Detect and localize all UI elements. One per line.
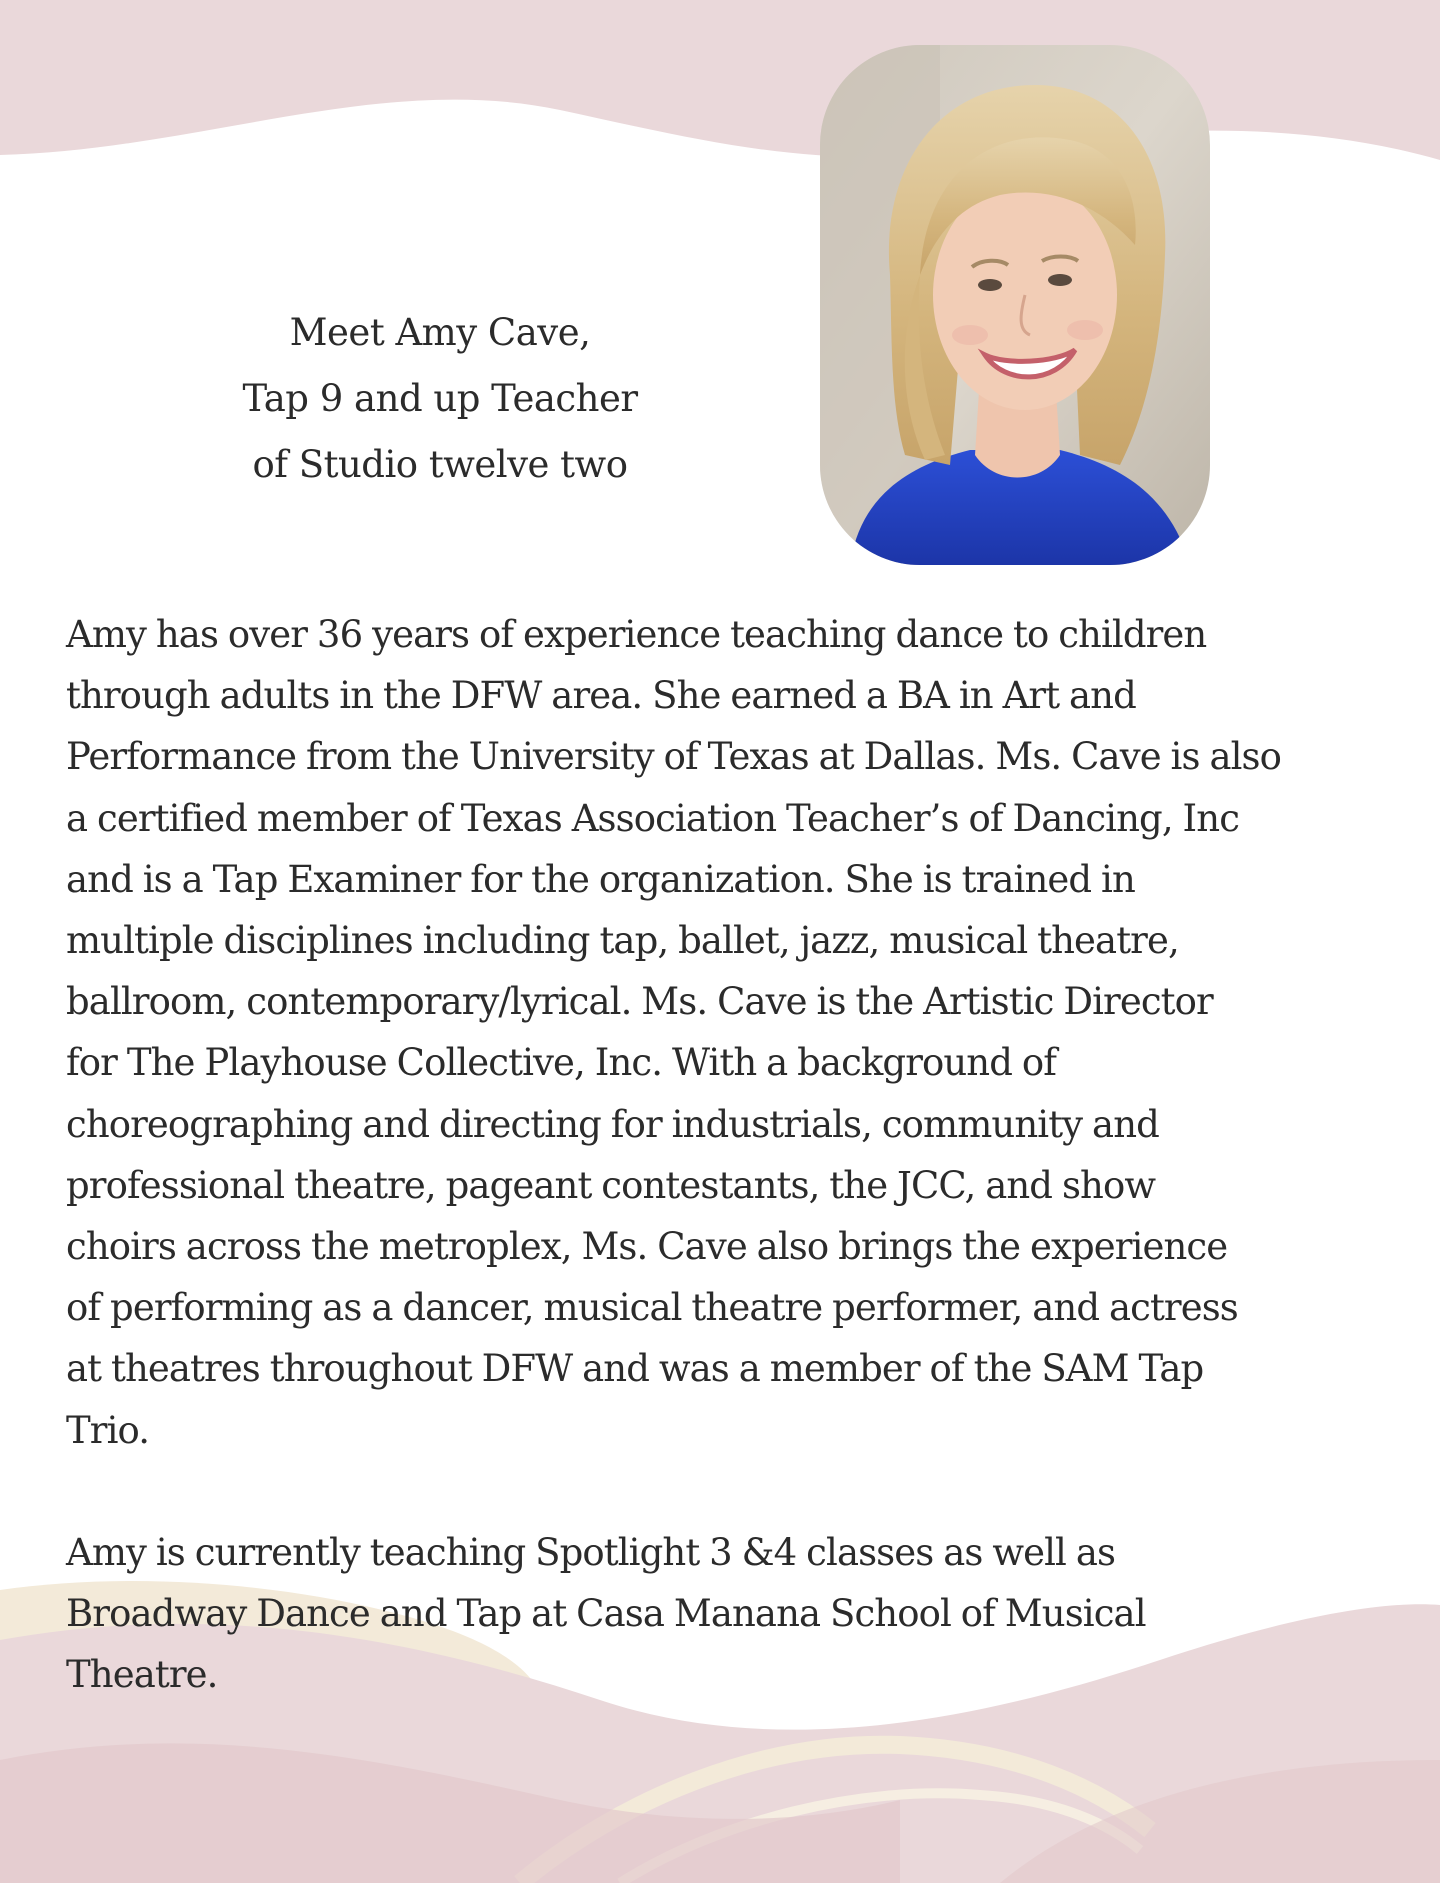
bio-line: choirs across the metroplex, Ms. Cave also brings the experience — [66, 1225, 1228, 1269]
bio-line: Broadway Dance and Tap at Casa Manana School of Musical — [66, 1592, 1146, 1636]
bio-line: a certified member of Texas Association Teacher’s of Dancing, Inc — [66, 796, 1240, 840]
bio-line: and is a Tap Examiner for the organization. She is trained in — [66, 857, 1135, 901]
bio-line: Amy has over 36 years of experience teaching dance to children — [66, 613, 1207, 656]
bio-line: multiple disciplines including tap, ballet, jazz, musical theatre, — [66, 919, 1179, 963]
bio-line: Theatre. — [66, 1653, 218, 1697]
bio-line: through adults in the DFW area. She earned a BA in Art and — [66, 674, 1136, 718]
bio-line: at theatres throughout DFW and was a member of the SAM Tap — [66, 1347, 1204, 1391]
teacher-portrait-photo — [820, 45, 1210, 565]
heading-line-3: of Studio twelve two — [252, 443, 628, 486]
bio-line: of performing as a dancer, musical theatre performer, and actress — [66, 1286, 1238, 1330]
bio-line: ballroom, contemporary/lyrical. Ms. Cave is the Artistic Director — [66, 980, 1213, 1024]
bio-line: professional theatre, pageant contestants, the JCC, and show — [66, 1163, 1156, 1207]
heading-line-2: Tap 9 and up Teacher — [242, 377, 638, 420]
bio-line: choreographing and directing for industrials, community and — [66, 1102, 1159, 1146]
top-wave — [0, 0, 1440, 160]
heading-line-1: Meet Amy Cave, — [289, 311, 591, 354]
bio-text — [66, 604, 1406, 1705]
left-eye — [978, 279, 1002, 291]
bio-line: for The Playhouse Collective, Inc. With a background of — [66, 1041, 1057, 1085]
paragraph-gap — [66, 1461, 1406, 1522]
bio-line: Amy is currently teaching Spotlight 3 &4 classes as well as — [66, 1530, 1116, 1574]
portrait-illustration — [820, 45, 1210, 565]
right-eye — [1048, 274, 1072, 286]
bio-line: Trio. — [66, 1408, 150, 1452]
page-heading — [190, 300, 690, 498]
bio-line: Performance from the University of Texas at Dallas. Ms. Cave is also — [66, 735, 1281, 779]
